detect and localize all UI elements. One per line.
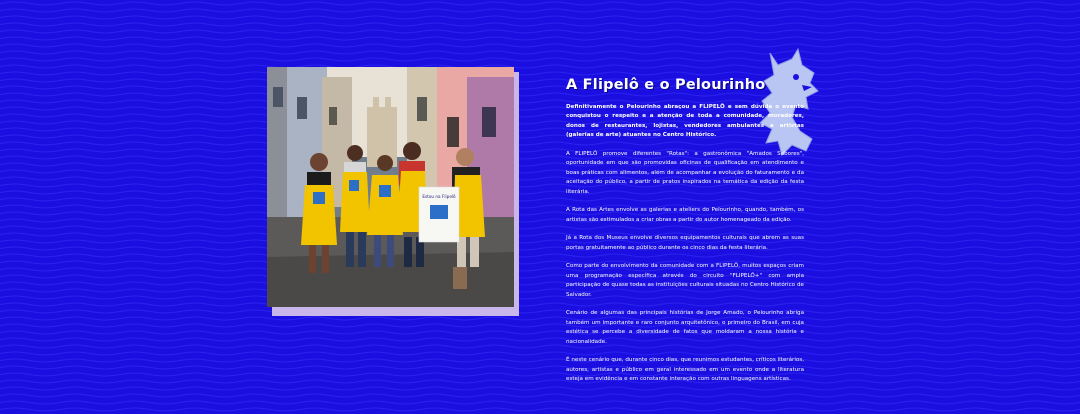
paragraph: Cenário de algumas das principais histórias de Jorge Amado, o Pelourinho abriga também um importante e raro conjunto arquitetônico, o primeiro do Brasil, em cuja estética se percebe a diversidade de fatos que moldaram a nossa história e nacionalidade. — [566, 310, 804, 345]
sign-text: Estou na Flipelô — [422, 194, 456, 199]
text-column — [566, 76, 804, 394]
paragraph: É neste cenário que, durante cinco dias, que reunimos estudantes, críticos literários, autores, artistas e público em geral interessado em um evento onde a literatura esteja em evidência e em constante interação com outras linguagens artísticas. — [566, 357, 804, 383]
paragraph: A FLIPELÔ promove diferentes "Rotas": a gastronômica "Amados Sabores", oportunidade em que são promovidas oficinas de qualificação em atendimento e boas práticas com alimentos, além de acompanhar a evolução do faturamento e da aceitação do público, a partir de pratos inspirados na temática da edição da festa literária. — [566, 150, 804, 195]
paragraph: Definitivamente o Pelourinho abraçou a FLIPELÔ e sem dúvida o evento conquistou o respeito e a atenção de toda a comunidade, moradores, donos de restaurantes, lojistas, vendedores ambulantes e artistas (galerias de arte) atuantes no Centro Histórico. — [566, 104, 804, 139]
paragraph: Já a Rota dos Museus envolve diversos equipamentos culturais que abrem as suas portas gratuitamente ao público durante os cinco dias da festa literária. — [566, 235, 804, 251]
paragraph: A Rota das Artes envolve as galerias e ateliers do Pelourinho, quando, também, os artistas são estimulados a criar obras a partir do autor homenageado da edição. — [566, 207, 804, 223]
photo-card — [267, 67, 514, 311]
flipelo-sign — [419, 187, 459, 242]
section-title: A Flipelô e o Pelourinho — [566, 77, 766, 93]
paragraph: Como parte do envolvimento da comunidade com a FLIPELÔ, muitos espaços criam uma programação específica através do circuito "FLIPELÔ+" com ampla participação de quase todas as instituições culturais situadas no Centro Histórico de Salvador. — [566, 263, 804, 298]
group-photo — [267, 67, 514, 307]
